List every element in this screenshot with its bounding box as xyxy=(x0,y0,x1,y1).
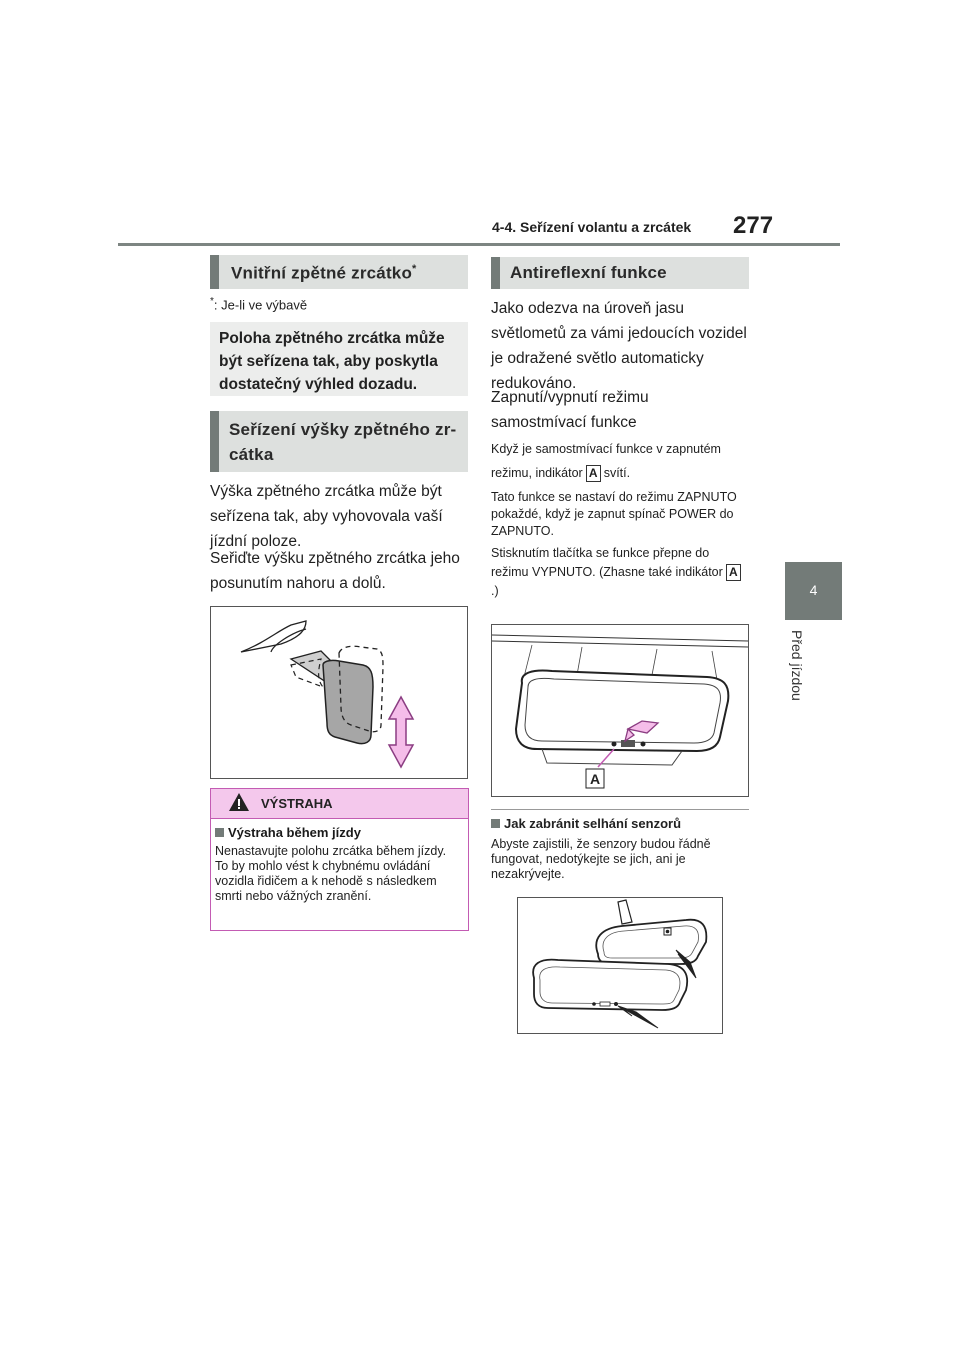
antiglare-mirror-illustration xyxy=(492,625,748,796)
sensor-mirrors-illustration xyxy=(518,898,722,1033)
chapter-title: Před jízdou xyxy=(789,630,805,701)
figure-antiglare-mirror xyxy=(491,624,749,797)
intro-box: Poloha zpětného zrcátka může být seřízena tak, aby poskytla dostatečný výhled dozadu. xyxy=(210,322,468,396)
footnote-mark: * xyxy=(210,296,214,307)
indicator-label-a: A xyxy=(586,465,601,482)
subsection-rule xyxy=(491,809,749,810)
antiglare-note-2: Tato funkce se nastaví do režimu ZAPNUTO pokaždé, když je zapnut spínač POWER do ZAPNUTO. xyxy=(491,490,737,538)
header-rule xyxy=(118,243,840,246)
running-header-section: 4-4. Seřízení volantu a zrcátek xyxy=(492,219,692,235)
height-para-2: Seřiďte výšku zpětného zrcátka jeho posunutím nahoru a dolů. xyxy=(210,550,460,592)
square-bullet-icon xyxy=(491,819,500,828)
page-number: 277 xyxy=(733,212,774,239)
chapter-title-vertical xyxy=(783,630,813,720)
note3-text-b: .) xyxy=(491,584,499,598)
title-asterisk: * xyxy=(412,263,417,275)
square-bullet-icon xyxy=(215,828,224,837)
section-title-antiglare: Antireflexní funkce xyxy=(491,257,749,289)
note1-text-a: Když je samostmívací funkce v zapnutém režimu, indikátor xyxy=(491,442,721,480)
warning-item-text: Nenastavujte polohu zrcátka během jízdy. To by mohlo vést k chybnému ovládání vozidla řidičem a k nehodě s následkem smrti nebo vážných zranění. xyxy=(215,844,447,903)
indicator-label-a-2: A xyxy=(726,564,741,581)
height-para-1: Výška zpětného zrcátka může být seřízena tak, aby vyhovovala vaší jízdní poloze. xyxy=(210,483,443,550)
warning-header xyxy=(211,789,468,818)
warning-triangle-icon xyxy=(228,792,250,812)
figure-sensors xyxy=(517,897,723,1034)
warning-item-title-row xyxy=(211,819,468,840)
antiglare-note-1 xyxy=(491,437,749,485)
warning-box xyxy=(210,788,469,931)
warning-item-title: Výstraha během jízdy xyxy=(228,825,361,840)
figure-label-a: A xyxy=(590,771,601,787)
note1-text-b: svítí. xyxy=(603,466,631,480)
antiglare-note-3 xyxy=(491,544,749,601)
sensor-title-row xyxy=(491,816,681,831)
sensor-title: Jak zabránit selhání senzorů xyxy=(504,816,682,831)
warning-heading: VÝSTRAHA xyxy=(261,796,333,811)
figure-mirror-height xyxy=(210,606,468,779)
subsection-title-height: Seřízení výšky zpětného zr-cátka xyxy=(210,411,468,472)
chapter-number: 4 xyxy=(809,582,818,598)
footnote xyxy=(210,296,307,312)
mirror-height-illustration xyxy=(211,607,467,778)
section-title-inner-mirror xyxy=(210,255,468,289)
footnote-text: : Je-li ve výbavě xyxy=(213,297,308,313)
antiglare-para-2: Zapnutí/vypnutí režimu samostmívací funkce xyxy=(491,389,649,431)
antiglare-para-1: Jako odezva na úroveň jasu světlometů za vámi jedoucích vozidel je odražené světlo automaticky redukováno. xyxy=(491,300,747,392)
sensor-text: Abyste zajistili, že senzory budou řádně fungovat, nedotýkejte se jich, ani je nezakrývejte. xyxy=(491,837,711,881)
note3-text-a: Stisknutím tlačítka se funkce přepne do režimu VYPNUTO. (Zhasne také indikátor xyxy=(491,546,723,579)
section-title-text: Vnitřní zpětné zrcátko xyxy=(231,263,413,283)
